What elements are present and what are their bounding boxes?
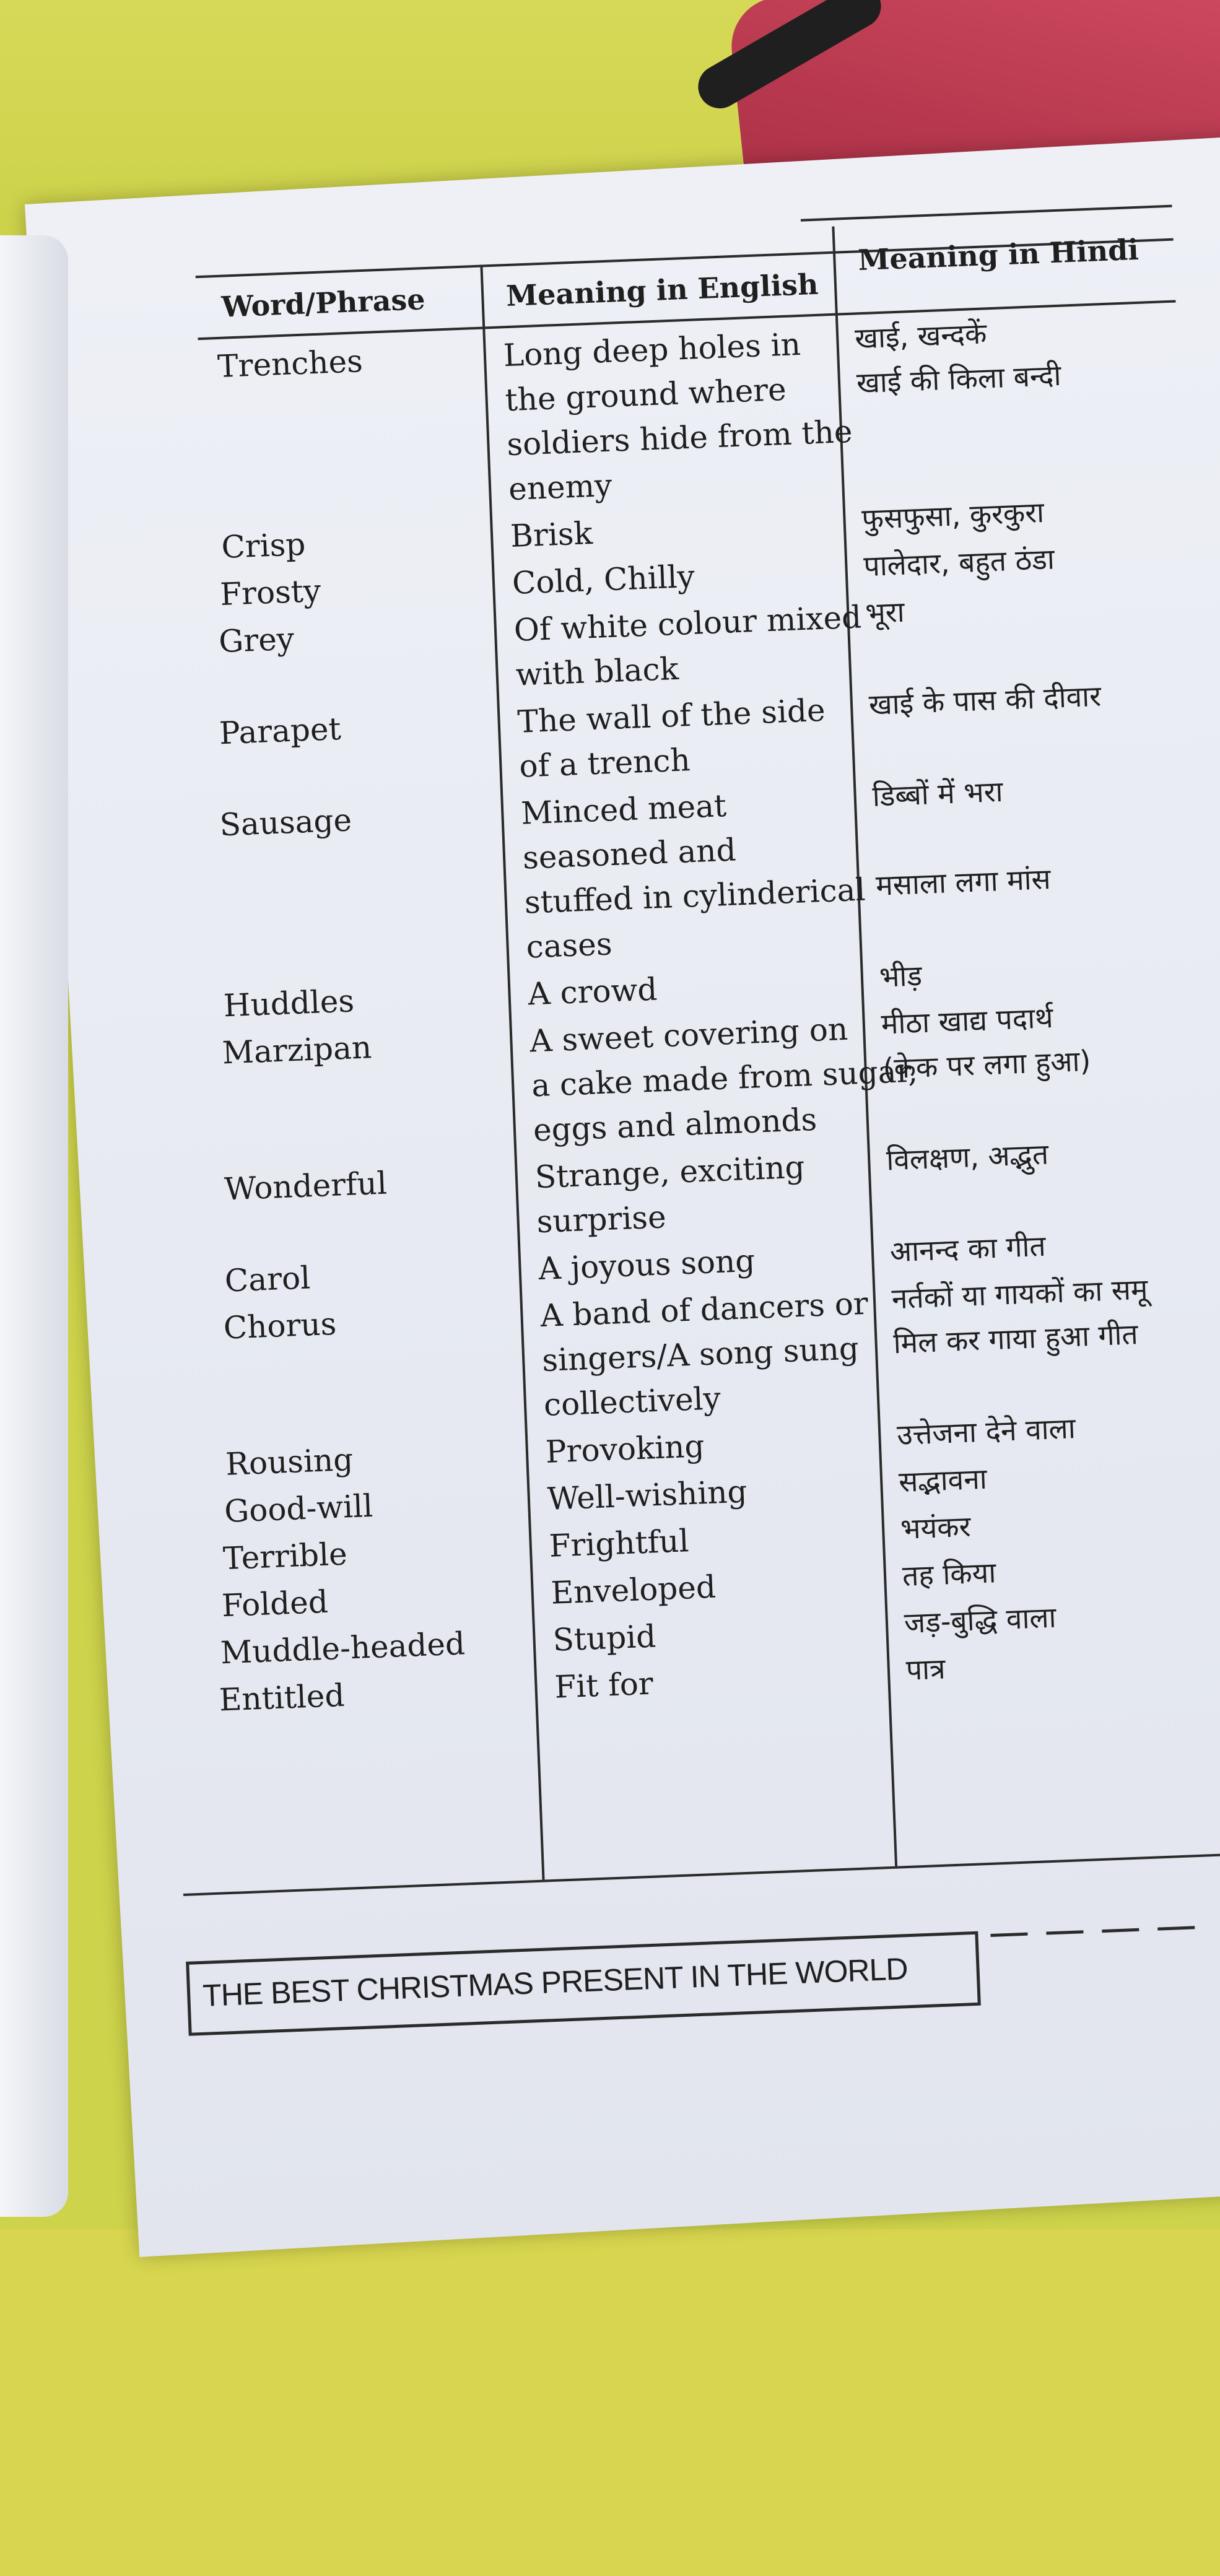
footer-dash [1102,1928,1139,1933]
word-cell: Rousing [225,1441,354,1482]
english-meaning-line: Strange, exciting [534,1149,806,1196]
hindi-meaning-line: मीठा खाद्य पदार्थ [880,1001,1054,1041]
word-cell: Marzipan [221,1029,373,1071]
word-cell: Crisp [220,526,307,565]
word-cell: Entitled [218,1677,346,1718]
footer-dash [1157,1926,1195,1930]
hindi-meaning-line: (केक पर लगा हुआ) [882,1043,1092,1086]
english-meaning-line: seasoned and [522,832,737,876]
english-meaning-line: singers/A song sung [541,1330,860,1379]
footer-dash [1046,1930,1083,1934]
hindi-meaning-line: आनन्द का गीत [889,1229,1047,1269]
word-cell: Terrible [222,1536,348,1577]
english-meaning-line: cases [525,926,613,965]
word-cell: Grey [218,620,295,660]
hindi-meaning-line: भीड़ [878,959,923,994]
hindi-meaning-line: खाई की किला बन्दी [856,358,1062,400]
header-meaning-english: Meaning in English [505,267,819,313]
word-cell: Sausage [219,802,353,843]
english-meaning-line: a cake made from sugar, [531,1053,918,1104]
english-meaning-line: A sweet covering on [529,1011,849,1060]
hindi-meaning-line: डिब्बों में भरा [871,774,1004,813]
background-bottom [0,2229,1220,2576]
hindi-meaning-line: भयंकर [900,1509,972,1546]
header-meaning-hindi: Meaning in Hindi [857,232,1139,277]
chapter-title: THE BEST CHRISTMAS PRESENT IN THE WORLD [202,1951,908,2013]
english-meaning-line: eggs and almonds [532,1101,818,1149]
word-cell: Huddles [222,983,355,1024]
english-meaning-line: Long deep holes in [502,326,801,374]
vocabulary-sheet [118,143,1220,2013]
hindi-meaning-line: तह किया [902,1556,997,1593]
english-meaning-line: Minced meat [520,788,728,832]
english-meaning-line: Fit for [554,1665,654,1705]
header-word-phrase: Word/Phrase [220,282,426,324]
hindi-meaning-line: मिल कर गाया हुआ गीत [892,1317,1139,1360]
hindi-meaning-line: फुसफुसा, कुरकुरा [861,495,1045,536]
word-cell: Carol [224,1260,312,1299]
word-cell: Folded [221,1583,329,1624]
hindi-meaning-line: उत्तेजना देने वाला [896,1411,1076,1452]
english-meaning-line: collectively [542,1380,721,1424]
footer-dash [990,1933,1027,1937]
english-meaning-line: of a trench [518,742,691,785]
word-cell: Muddle-headed [219,1625,466,1671]
english-meaning-line: the ground where [504,371,787,419]
hindi-meaning-line: विलक्षण, अद्भुत [886,1137,1049,1177]
english-meaning-line: Of white colour mixed [513,599,863,648]
table-top-rule [801,205,1172,222]
english-meaning-line: surprise [536,1199,667,1240]
english-meaning-line: Cold, Chilly [512,558,695,601]
hindi-meaning-line: मसाला लगा मांस [875,862,1052,902]
word-cell: Trenches [217,343,364,385]
word-cell: Frosty [219,572,322,613]
hindi-meaning-line: सद्भावना [898,1461,988,1499]
word-cell: Good-will [224,1487,374,1530]
english-meaning-line: The wall of the side [516,692,826,740]
english-meaning-line: with black [515,650,679,693]
english-meaning-line: A crowd [527,971,658,1012]
english-meaning-line: Stupid [552,1618,657,1658]
table-bottom-rule [183,1853,1220,1896]
word-cell: Chorus [222,1305,338,1346]
english-meaning-line: Provoking [544,1428,705,1470]
hindi-meaning-line: नर्तकों या गायकों का समू [891,1272,1149,1316]
english-meaning-line: Well-wishing [546,1473,748,1517]
english-meaning-line: Enveloped [550,1569,717,1611]
english-meaning-line: A joyous song [538,1242,756,1287]
hindi-meaning-line: खाई के पास की दीवार [868,679,1102,722]
hindi-meaning-line: जड़-बुद्धि वाला [903,1600,1057,1640]
english-meaning-line: enemy [508,467,613,508]
word-cell: Parapet [218,710,342,752]
hindi-meaning-line: पालेदार, बहुत ठंडा [863,542,1055,583]
english-meaning-line: Brisk [510,515,593,555]
hindi-meaning-line: खाई, खन्दकें [854,316,988,355]
english-meaning-line: soldiers hide from the [506,413,853,463]
word-cell: Wonderful [224,1165,388,1208]
hindi-meaning-line: पात्र [905,1651,946,1687]
english-meaning-line: A band of dancers or [539,1285,869,1334]
page-fold [0,235,68,2217]
english-meaning-line: Frightful [548,1523,690,1564]
english-meaning-line: stuffed in cylinderical [523,871,866,921]
hindi-meaning-line: भूरा [865,594,905,630]
